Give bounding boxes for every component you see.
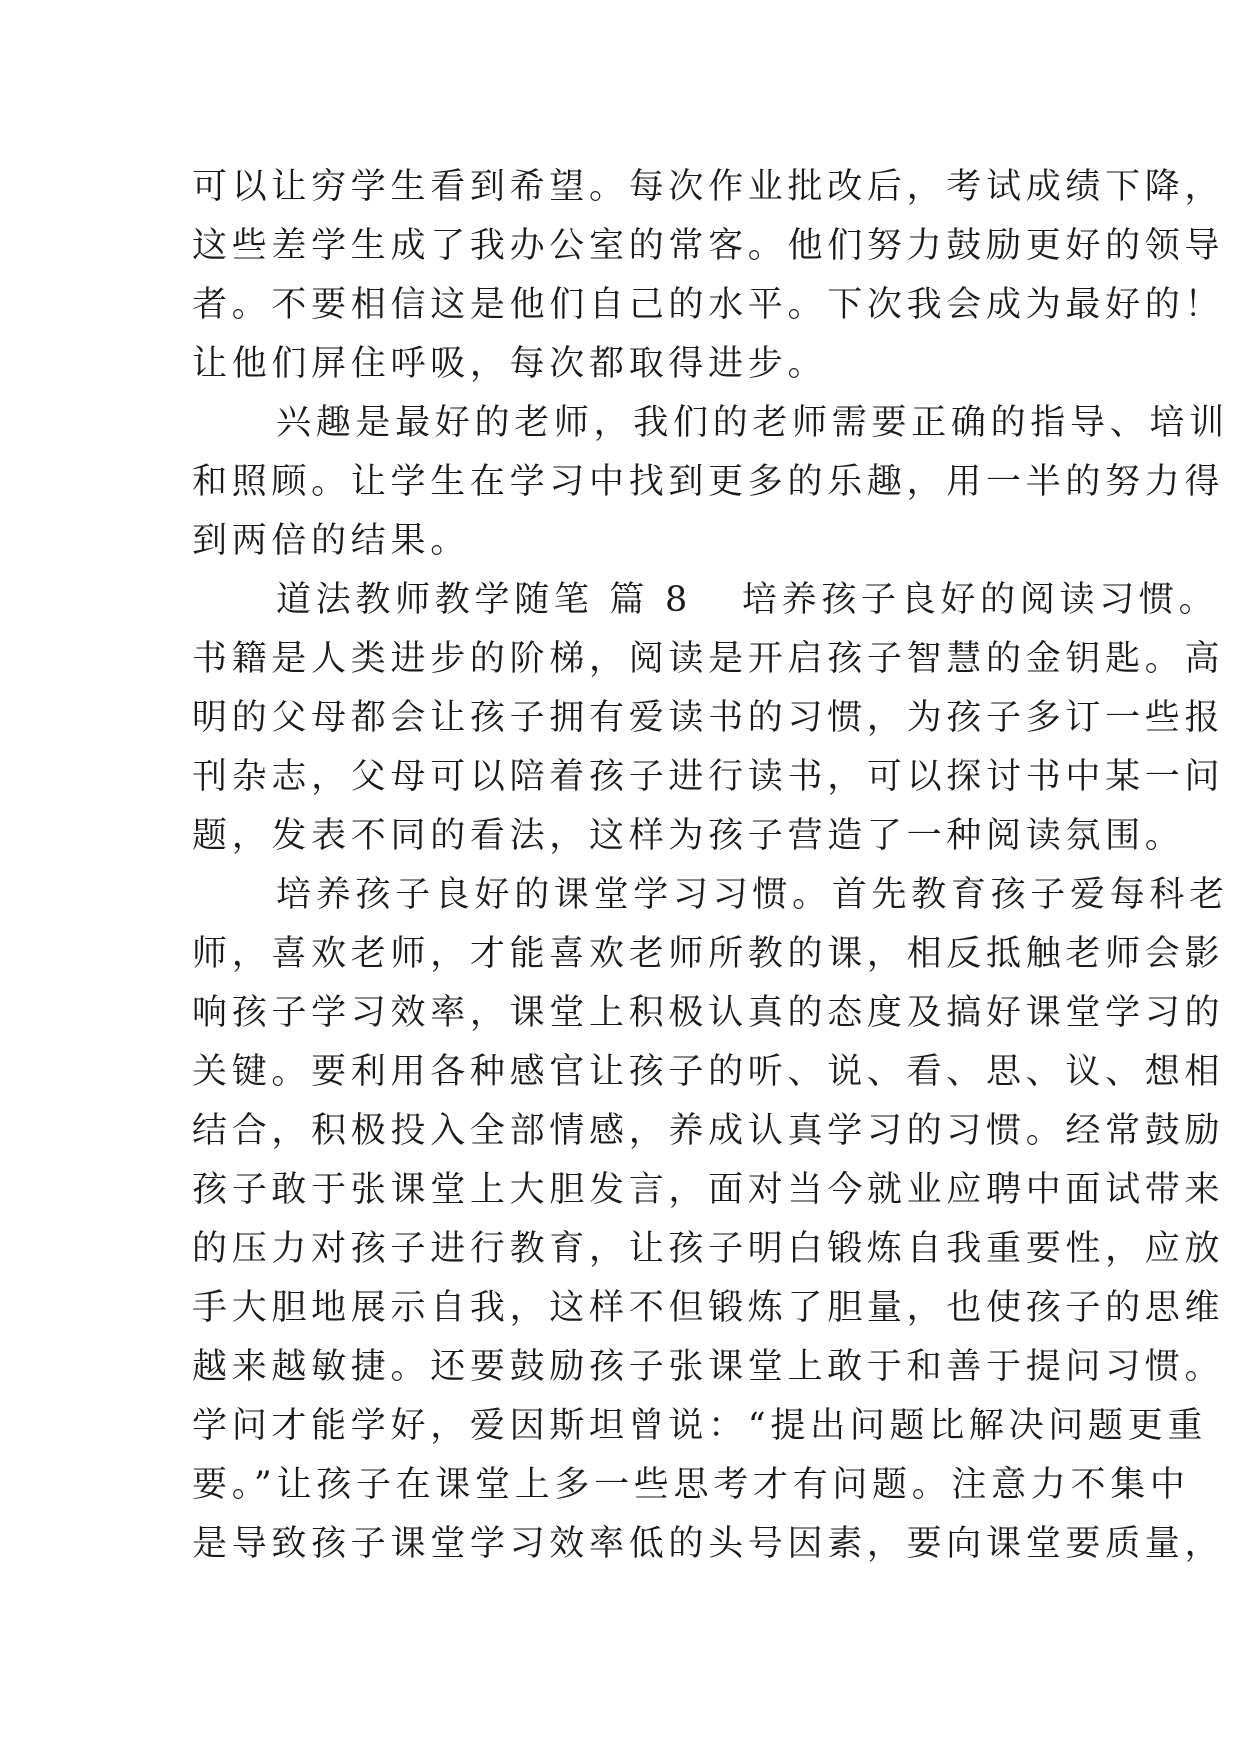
text-line: 的压力对孩子进行教育，让孩子明白锻炼自我重要性，应放	[192, 1229, 1225, 1269]
text-line-rest: 培养孩子良好的阅读习惯。	[741, 580, 1219, 620]
text-line: 响孩子学习效率，课堂上积极认真的态度及搞好课堂学习的	[192, 993, 1225, 1033]
text-line: 刊杂志，父母可以陪着孩子进行读书，可以探讨书中某一问	[192, 757, 1225, 797]
text-line: 者。不要相信这是他们自己的水平。下次我会成为最好的！	[192, 285, 1225, 325]
text-line: 让他们屏住呼吸，每次都取得进步。	[192, 344, 828, 384]
text-line: 和照顾。让学生在学习中找到更多的乐趣，用一半的努力得	[192, 462, 1225, 502]
text-line: 可以让穷学生看到希望。每次作业批改后，考试成绩下降，	[192, 167, 1225, 207]
text-line: 明的父母都会让孩子拥有爱读书的习惯，为孩子多订一些报	[192, 698, 1225, 738]
text-line: 学问才能学好，爱因斯坦曾说：“提出问题比解决问题更重	[192, 1406, 1208, 1446]
text-line: 书籍是人类进步的阶梯，阅读是开启孩子智慧的金钥匙。高	[192, 639, 1225, 679]
text-line: 培养孩子良好的课堂学习习惯。首先教育孩子爱每科老	[276, 875, 1229, 915]
text-line: 到两倍的结果。	[192, 521, 470, 561]
text-line: 要。”让孩子在课堂上多一些思考才有问题。注意力不集中	[192, 1465, 1190, 1505]
text-line: 是导致孩子课堂学习效率低的头号因素，要向课堂要质量，	[192, 1524, 1225, 1564]
text-line: 师，喜欢老师，才能喜欢老师所教的课，相反抵触老师会影	[192, 934, 1225, 974]
text-line: 这些差学生成了我办公室的常客。他们努力鼓励更好的领导	[192, 226, 1225, 266]
text-line: 题，发表不同的看法，这样为孩子营造了一种阅读氛围。	[192, 816, 1185, 856]
text-line: 手大胆地展示自我，这样不但锻炼了胆量，也使孩子的思维	[192, 1288, 1225, 1328]
text-line: 越来越敏捷。还要鼓励孩子张课堂上敢于和善于提问习惯。	[192, 1347, 1225, 1387]
text-line: 关键。要利用各种感官让孩子的听、说、看、思、议、想相	[192, 1052, 1225, 1092]
section-heading: 道法教师教学随笔 篇 8	[276, 580, 692, 620]
section-heading-line	[192, 571, 1219, 630]
body-text	[192, 158, 1229, 1574]
text-line: 结合，积极投入全部情感，养成认真学习的习惯。经常鼓励	[192, 1111, 1225, 1151]
text-line: 兴趣是最好的老师，我们的老师需要正确的指导、培训	[276, 403, 1229, 443]
text-line: 孩子敢于张课堂上大胆发言，面对当今就业应聘中面试带来	[192, 1170, 1225, 1210]
